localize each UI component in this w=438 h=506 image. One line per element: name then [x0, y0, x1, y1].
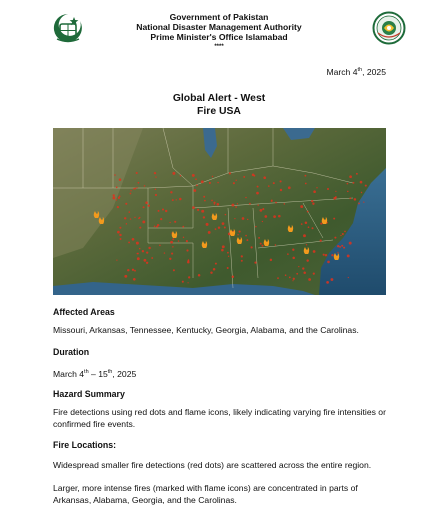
fire-dot [311, 200, 313, 202]
date-month-day: March 4 [326, 67, 358, 77]
fire-dot [148, 247, 150, 249]
fire-dot [174, 221, 176, 223]
fire-dot [361, 192, 362, 193]
fire-dot [125, 203, 127, 205]
fire-dot [298, 266, 299, 267]
fire-dot [134, 188, 136, 190]
fire-dot [320, 240, 322, 242]
fire-dot [303, 234, 306, 237]
fire-dot [252, 173, 255, 176]
duration-heading: Duration [53, 347, 90, 357]
fire-dot [160, 218, 162, 220]
fire-dot [287, 253, 289, 255]
fire-dot [222, 245, 225, 248]
fire-dot [289, 277, 291, 279]
fire-dot [347, 183, 349, 185]
fire-dot [157, 224, 160, 227]
fire-dot [256, 192, 259, 195]
fire-dot [285, 274, 287, 276]
affected-areas-text: Missouri, Arkansas, Tennessee, Kentucky, Georgia, Alabama, and the Carolinas. [53, 325, 359, 335]
fire-dot [249, 203, 251, 205]
fire-dot [142, 220, 145, 223]
date-suffix: th [357, 67, 363, 74]
fire-dot [262, 221, 263, 222]
fire-dot [130, 190, 131, 191]
fire-dot [119, 196, 121, 198]
duration-start-suffix: th [84, 369, 89, 375]
fire-dot [170, 241, 173, 244]
fire-dot [261, 245, 263, 247]
fire-dot [347, 254, 350, 257]
fire-dot [241, 260, 243, 262]
fire-dot [146, 251, 148, 253]
fire-dot [354, 198, 357, 201]
fire-dot [280, 189, 282, 191]
duration-start: March 4 [53, 368, 85, 379]
fire-dot [148, 205, 150, 207]
fire-dot [300, 205, 303, 208]
fire-dot [246, 239, 248, 241]
fire-dot [143, 206, 145, 208]
fire-dot [165, 210, 167, 212]
fire-dot [151, 257, 153, 259]
fire-dot [213, 202, 215, 204]
duration-year: , 2025 [112, 368, 137, 379]
fire-dot [171, 253, 173, 255]
fire-dot [243, 176, 245, 178]
fire-dot [312, 227, 314, 229]
fire-dot [132, 238, 135, 241]
fire-dot [308, 278, 311, 281]
fire-dot [169, 258, 171, 260]
fire-dot [133, 278, 136, 281]
duration-text [53, 367, 393, 380]
fire-dot [217, 182, 219, 184]
fire-dot [333, 218, 335, 220]
fire-dot [130, 193, 132, 195]
fire-dot [335, 197, 337, 199]
fire-dot [304, 175, 306, 177]
fire-dot [260, 243, 262, 245]
fire-dot [204, 200, 206, 202]
fire-dot [242, 217, 245, 220]
fire-dot [227, 252, 229, 254]
fire-dot [116, 186, 118, 188]
fire-dot [301, 223, 303, 225]
fire-dot [210, 271, 212, 273]
fire-dot [128, 241, 130, 243]
fire-dot [313, 250, 316, 253]
fire-dot [119, 227, 121, 229]
fire-dot [280, 180, 282, 182]
fire-dot [232, 275, 235, 278]
fire-dot [307, 211, 309, 213]
fire-dot [327, 188, 329, 190]
fire-dot [195, 178, 197, 180]
fire-dot [293, 278, 295, 280]
fire-dot [296, 273, 298, 275]
fire-dot [201, 210, 204, 213]
fire-dot [212, 176, 213, 177]
fire-dot [306, 259, 308, 261]
fire-dot [136, 187, 137, 188]
fire-dot [222, 222, 225, 225]
fire-dot [213, 268, 216, 271]
duration-dash-end: – 15 [88, 368, 108, 379]
fire-dot [139, 227, 141, 229]
fire-dot [251, 246, 253, 248]
fire-dot [126, 223, 127, 224]
fire-dot [116, 259, 117, 260]
fire-dot [331, 254, 333, 256]
fire-dot [348, 277, 349, 278]
fire-dot [172, 199, 174, 201]
fire-dot [326, 281, 329, 284]
fire-dot [358, 202, 360, 204]
header-organization [110, 12, 328, 51]
fire-dot [340, 235, 341, 236]
fire-dot [155, 189, 157, 191]
fire-dot [176, 199, 177, 200]
fire-locations-heading: Fire Locations: [53, 440, 117, 450]
fire-dot [343, 247, 345, 249]
fire-dot [224, 227, 226, 229]
fire-dot [144, 185, 146, 187]
fire-dot [271, 200, 273, 202]
fire-dot [203, 216, 205, 218]
fire-dot [235, 206, 237, 208]
fire-dot [255, 226, 257, 228]
fire-dot [264, 215, 267, 218]
fire-dot [284, 203, 286, 205]
fire-dot [221, 249, 224, 252]
fire-dot [349, 242, 352, 245]
alert-title [0, 93, 438, 118]
fire-dot [330, 278, 333, 281]
fire-dot [258, 237, 260, 239]
fire-dot [192, 206, 195, 209]
header-stars: **** [214, 43, 224, 50]
fire-dot [178, 240, 179, 241]
fire-dot [132, 269, 133, 270]
fire-dot [187, 282, 188, 283]
fire-dot [137, 257, 140, 260]
fire-dot [341, 245, 343, 247]
fire-dot [124, 217, 126, 219]
fire-dot [119, 234, 121, 236]
fire-dot [186, 249, 188, 251]
satellite-fire-map-image [53, 128, 386, 295]
fire-dot [308, 226, 310, 228]
fire-dot [302, 267, 304, 269]
fire-dot [323, 254, 325, 256]
fire-dot [228, 256, 229, 257]
fire-dot [277, 277, 279, 279]
fire-dot [128, 211, 130, 213]
fire-dot [120, 238, 122, 240]
fire-dot [158, 210, 160, 212]
fire-locations-text-1: Widespread smaller fire detections (red dots) are scattered across the entire region. [53, 460, 372, 470]
fire-dot [146, 262, 148, 264]
date-year: , 2025 [362, 67, 386, 77]
fire-dot [263, 176, 266, 179]
fire-dot [164, 252, 165, 253]
fire-dot [208, 231, 211, 234]
fire-dot [192, 174, 195, 177]
fire-dot [155, 176, 156, 177]
fire-dot [344, 231, 346, 233]
fire-dot [363, 201, 364, 202]
fire-dot [172, 246, 173, 247]
fire-dot [245, 235, 247, 237]
fire-dot [278, 215, 281, 218]
fire-dot [268, 185, 270, 187]
fire-dot [117, 231, 120, 234]
fire-dot [112, 197, 115, 200]
fire-dot [162, 208, 164, 210]
fire-locations-text-2: Larger, more intense fires (marked with flame icons) are concentrated in parts of Arkansas, Alabama, Georgia, and the Carolinas. [53, 483, 358, 505]
fire-dot [313, 190, 316, 193]
fire-dot [227, 267, 229, 269]
header-line-government: Government of Pakistan [169, 12, 269, 22]
fire-dot [292, 280, 293, 281]
header-line-pmo: Prime Minister's Office Islamabad [150, 32, 288, 43]
fire-dot [305, 221, 308, 224]
fire-dot [159, 244, 161, 246]
fire-dot [113, 194, 115, 196]
fire-dot [143, 259, 146, 262]
fire-dot [260, 209, 263, 212]
fire-dot [305, 183, 307, 185]
fire-dot [247, 219, 248, 220]
fire-dot [335, 191, 336, 192]
fire-dot [320, 223, 322, 225]
fire-dot [245, 197, 246, 198]
duration-end-suffix: th [107, 369, 113, 375]
fire-dot [337, 252, 338, 253]
fire-dot [273, 182, 275, 184]
fire-dot [188, 276, 190, 278]
fire-dot [231, 204, 234, 207]
fire-dot [145, 201, 148, 204]
alert-title-line1: Global Alert - West [172, 93, 266, 104]
fire-dot [273, 215, 276, 218]
fire-dot [342, 233, 344, 235]
fire-dot [170, 191, 172, 193]
fire-dot [130, 218, 131, 219]
fire-dot [196, 185, 198, 187]
fire-dot [155, 194, 157, 196]
fire-dot [257, 204, 258, 205]
fire-dot [139, 248, 141, 250]
fire-dot [225, 214, 226, 215]
fire-dot [327, 261, 330, 264]
fire-dot [134, 217, 135, 218]
fire-dot [186, 240, 188, 242]
fire-dot [187, 261, 190, 264]
fire-dot [179, 198, 182, 201]
fire-dot [365, 185, 367, 187]
fire-dot [292, 249, 294, 251]
fire-dot [241, 255, 243, 257]
fire-dot [138, 218, 140, 220]
fire-dot [353, 182, 355, 184]
fire-dot [182, 281, 184, 283]
fire-dot [198, 274, 201, 277]
fire-dot [211, 200, 213, 202]
fire-dot [197, 209, 199, 211]
fire-dot [349, 197, 351, 199]
fire-dot [134, 270, 136, 272]
fire-dot [237, 203, 238, 204]
fire-dot [316, 187, 317, 188]
fire-dot [116, 199, 117, 200]
fire-dot [206, 223, 209, 226]
hazard-summary-heading: Hazard Summary [53, 389, 125, 399]
fire-dot [215, 263, 217, 265]
ndma-logo-icon [372, 11, 406, 45]
fire-dot [193, 189, 196, 192]
fire-dot [142, 250, 144, 252]
fire-dot [275, 202, 277, 204]
fire-dot [137, 253, 139, 255]
fire-dot [173, 269, 175, 271]
fire-dot [114, 174, 116, 176]
document-date [326, 67, 386, 77]
pakistan-emblem-icon [51, 11, 85, 45]
header-line-ndma: National Disaster Management Authority [136, 22, 302, 33]
fire-dot [337, 245, 339, 247]
fire-dot [339, 246, 341, 248]
fire-dot [356, 173, 358, 175]
fire-dot [234, 218, 235, 219]
alert-title-line2: Fire USA [197, 105, 241, 117]
fire-dot [288, 186, 291, 189]
fire-dot [347, 191, 349, 193]
fire-dot [303, 271, 306, 274]
fire-dot [183, 237, 184, 238]
fire-dot [306, 244, 307, 245]
affected-areas-heading: Affected Areas [53, 307, 115, 317]
fire-dot [172, 238, 174, 240]
fire-dot [154, 225, 156, 227]
fire-dot [262, 208, 264, 210]
fire-dot [127, 269, 129, 271]
fire-dot [239, 231, 241, 233]
fire-dot [233, 182, 235, 184]
fire-dot [215, 228, 217, 230]
fire-dot [313, 273, 315, 275]
fire-dot [235, 180, 236, 181]
fire-dot [360, 181, 363, 184]
fire-dot [180, 175, 181, 176]
fire-dot [257, 186, 259, 188]
fire-dot [292, 257, 295, 260]
fire-dot [201, 180, 204, 183]
fire-dot [237, 234, 238, 235]
fire-dot [325, 254, 327, 256]
fire-dot [229, 172, 231, 174]
fire-dot [154, 172, 156, 174]
fire-dot [217, 203, 220, 206]
fire-dot [334, 237, 336, 239]
fire-dot [349, 175, 352, 178]
fire-dot [133, 188, 134, 189]
fire-dot [275, 244, 277, 246]
fire-dot [203, 196, 205, 198]
fire-dot [169, 222, 170, 223]
fire-dot [312, 203, 314, 205]
fire-dot [117, 206, 119, 208]
fire-dot [124, 275, 127, 278]
fire-dot [254, 261, 256, 263]
fire-dot [119, 178, 122, 181]
hazard-summary-text: Fire detections using red dots and flame icons, likely indicating varying fire intensities or confirmed fire events. [53, 407, 386, 429]
fire-dot [172, 172, 175, 175]
fire-dot [138, 182, 140, 184]
fire-dot [136, 172, 138, 174]
fire-dot [136, 242, 139, 245]
fire-dot [182, 226, 184, 228]
fire-dot [209, 182, 211, 184]
fire-dot [218, 226, 220, 228]
fire-dot [270, 259, 272, 261]
